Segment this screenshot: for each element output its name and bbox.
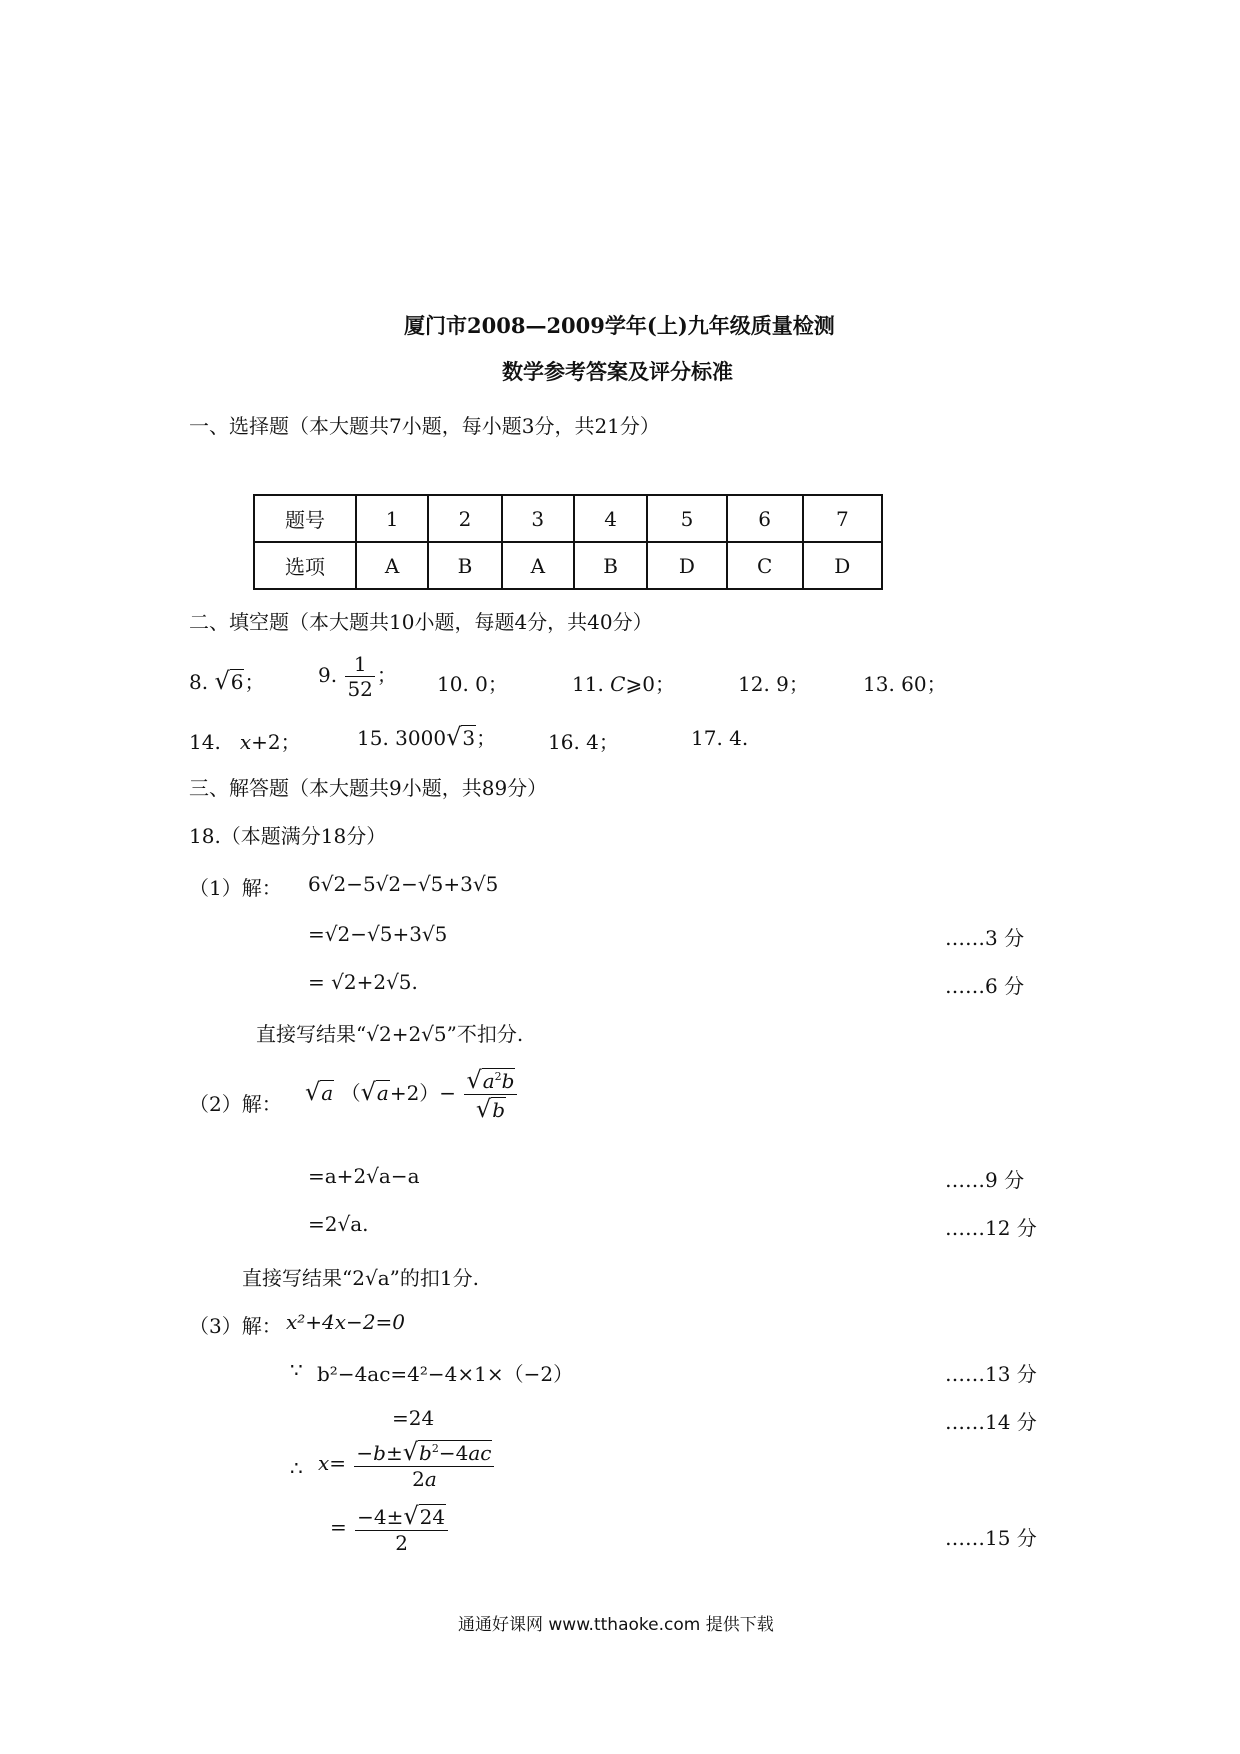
answer-13: 13. 60；: [863, 672, 947, 696]
table-cell: 7: [803, 495, 882, 542]
radicand: 6: [230, 670, 244, 694]
punctuation: ；: [376, 663, 397, 687]
variable: C: [610, 672, 626, 696]
fraction: $\frac{√a^2b}{√b}$: [464, 1066, 517, 1123]
answer-16: 16. 4；: [548, 730, 619, 754]
answer-9: [318, 652, 397, 701]
expression: 15. 3000: [357, 726, 447, 750]
part3-equation: x²+4x−2=0: [286, 1310, 406, 1334]
answer-11: [572, 668, 675, 697]
table-row: [254, 495, 882, 542]
part1-step2: = √2+2√5.: [308, 970, 418, 994]
because-symbol: ∵: [290, 1358, 303, 1382]
table-cell: 5: [647, 495, 726, 542]
sqrt-expression: √3: [446, 723, 476, 751]
table-cell: 2: [428, 495, 501, 542]
variable: x: [239, 730, 252, 754]
document-subtitle: 数学参考答案及评分标准: [502, 359, 733, 384]
table-cell: 6: [727, 495, 803, 542]
score: ……9 分: [945, 1168, 1025, 1192]
expression: +2；: [251, 730, 301, 754]
part2-step1: =a+2√a−a: [308, 1164, 420, 1188]
answer-12: 12. 9；: [738, 672, 809, 696]
part2-step2: =2√a.: [308, 1212, 369, 1236]
question-number: 9.: [318, 663, 338, 687]
section2-heading: 二、填空题（本大题共10小题，每题4分，共40分）: [189, 610, 653, 634]
part1-step1: =√2−√5+3√5: [308, 922, 448, 946]
table-cell: A: [502, 542, 574, 589]
denominator: 52: [347, 677, 373, 701]
table-cell: B: [428, 542, 501, 589]
table-cell: D: [647, 542, 726, 589]
punctuation: ；: [476, 726, 497, 750]
part1-note: 直接写结果“√2+2√5”不扣分.: [256, 1022, 524, 1046]
answer-8: [189, 666, 264, 695]
formula-substitution: = $\frac{-4\pm√24}{2}$: [330, 1502, 450, 1555]
score: ……3 分: [945, 926, 1025, 950]
table-cell: 1: [356, 495, 428, 542]
fraction: $\frac{-4\pm√24}{2}$: [355, 1502, 448, 1555]
section1-heading: 一、选择题（本大题共7小题，每小题3分，共21分）: [189, 414, 660, 438]
score: ……6 分: [945, 974, 1025, 998]
part1-label: （1）解：: [189, 876, 282, 900]
question-number: 11.: [572, 672, 604, 696]
sqrt-expression: √6: [214, 667, 244, 695]
answer-10: 10. 0；: [437, 672, 508, 696]
table-cell: 4: [574, 495, 647, 542]
document-title: 厦门市2008—2009学年(上)九年级质量检测: [404, 313, 835, 338]
table-cell: D: [803, 542, 882, 589]
fraction: [345, 652, 374, 701]
fraction: $\frac{-b\pm√b^2-4ac}{2a}$: [354, 1438, 494, 1491]
score: ……13 分: [945, 1362, 1037, 1386]
part3-label: （3）解：: [189, 1314, 282, 1338]
discriminant-step: b²−4ac=4²−4×1×（−2）: [317, 1362, 574, 1386]
part2-expression: √a （√a+2）− $\frac{√a^2b}{√b}$: [305, 1066, 519, 1123]
table-cell: C: [727, 542, 803, 589]
radicand: 3: [462, 726, 476, 750]
section3-heading: 三、解答题（本大题共9小题，共89分）: [189, 776, 548, 800]
sqrt-a: √a: [360, 1078, 389, 1106]
table-row-label: 题号: [254, 495, 356, 542]
answer-14: [189, 726, 301, 755]
question-number: 8.: [189, 670, 209, 694]
therefore-symbol: ∴: [290, 1456, 303, 1480]
punctuation: ；: [244, 670, 265, 694]
answer-17: 17. 4.: [691, 726, 749, 750]
part1-expression: 6√2−5√2−√5+3√5: [308, 872, 499, 896]
table-cell: A: [356, 542, 428, 589]
answer-15: [357, 722, 496, 751]
sqrt-a: √a: [305, 1078, 334, 1106]
score: ……12 分: [945, 1216, 1037, 1240]
score: ……15 分: [945, 1526, 1037, 1550]
table-row-label: 选项: [254, 542, 356, 589]
part2-label: （2）解：: [189, 1092, 282, 1116]
question-number: 14.: [189, 730, 221, 754]
table-row: [254, 542, 882, 589]
answer-table: [253, 494, 883, 590]
question-18-heading: 18.（本题满分18分）: [189, 824, 387, 848]
inequality: ⩾0；: [625, 672, 675, 696]
discriminant-value: =24: [392, 1406, 435, 1430]
footer-watermark: 通通好课网 www.tthaoke.com 提供下载: [458, 1615, 774, 1635]
table-cell: B: [574, 542, 647, 589]
table-cell: 3: [502, 495, 574, 542]
numerator: 1: [345, 652, 374, 677]
quadratic-formula: x= $\frac{-b\pm√b^2-4ac}{2a}$: [318, 1438, 496, 1491]
part2-note: 直接写结果“2√a”的扣1分.: [242, 1266, 479, 1290]
score: ……14 分: [945, 1410, 1037, 1434]
